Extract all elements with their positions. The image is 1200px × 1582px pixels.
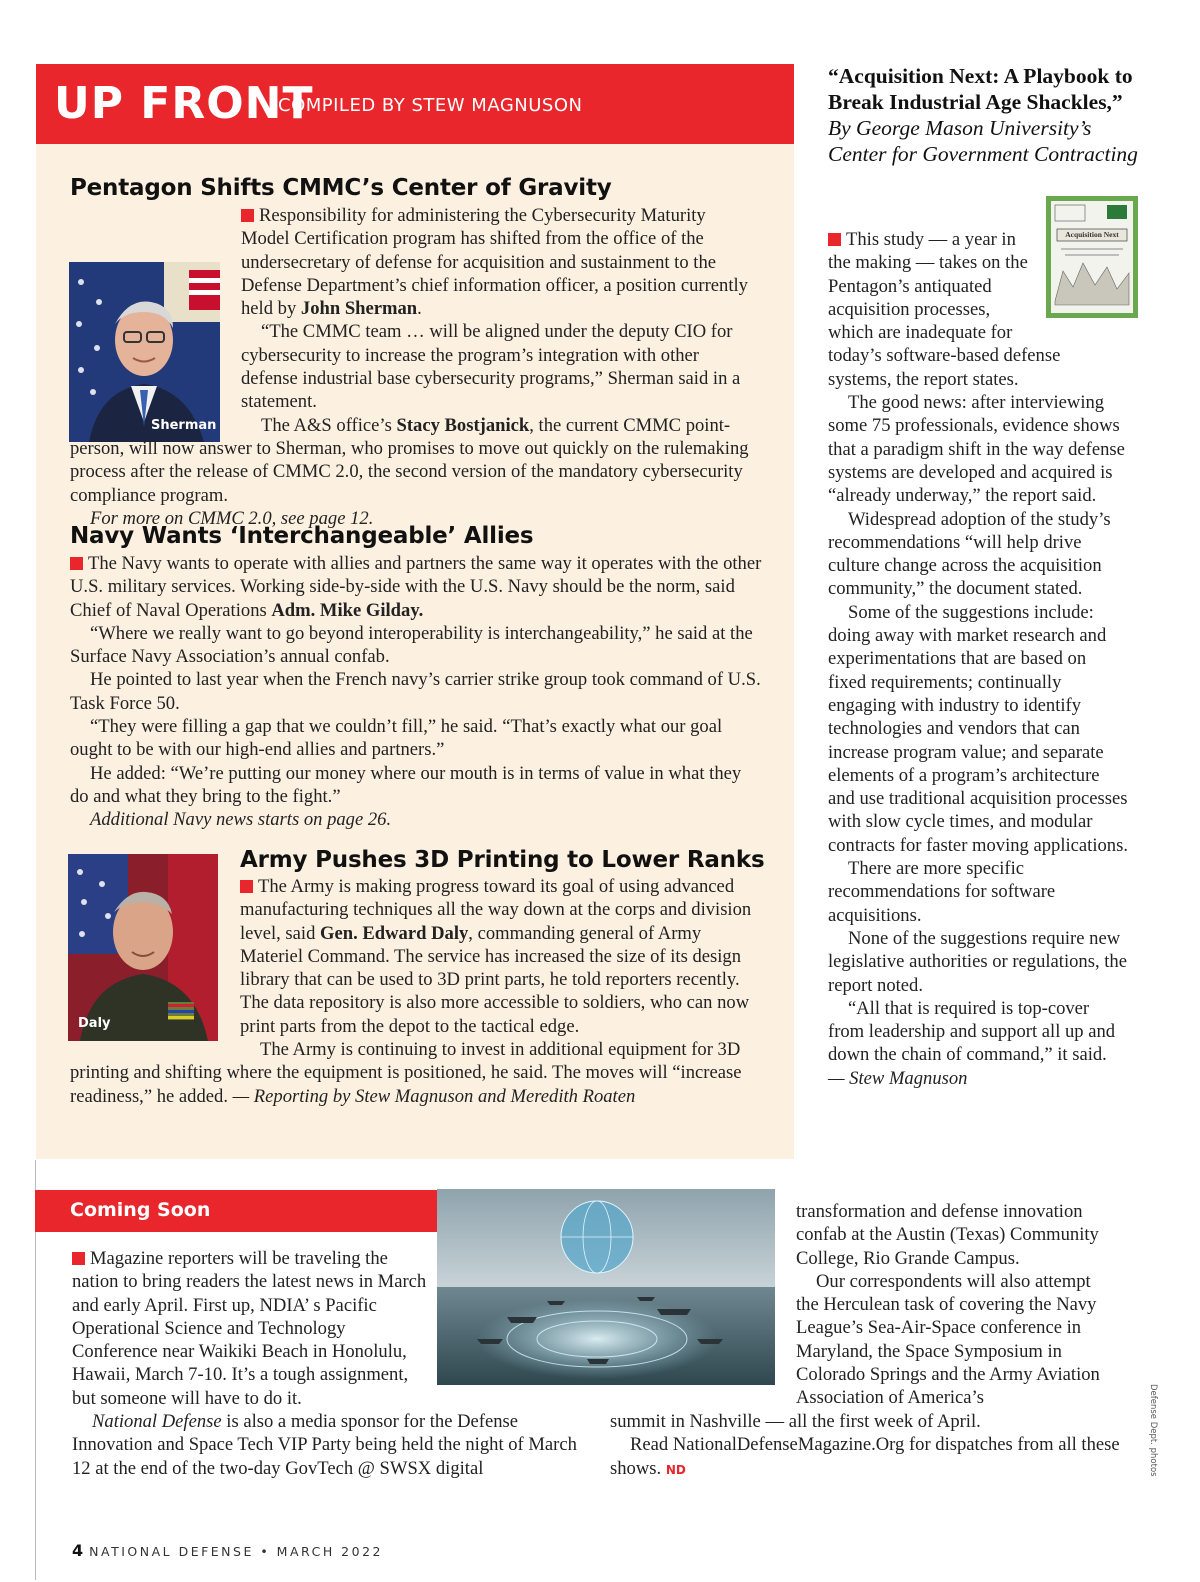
coming-soon-bar	[35, 1190, 437, 1232]
acquisition-p7-credit: — Stew Magnuson	[828, 1067, 968, 1089]
article3-body	[70, 875, 760, 1108]
bullet-square	[70, 557, 83, 570]
report-cover-title: Acquisition Next	[1065, 230, 1119, 239]
article2-body	[70, 552, 762, 832]
article3-p1-b: , commanding general of Army Materiel Command. The service has increased the size of its design library that can be used to 3D print parts, he told reporters recently. The data repository is also more accessible to soldiers, who can now print parts from the depot to the tactical edge.	[240, 922, 750, 1037]
article1-p3-a: The A&S office’s	[261, 414, 397, 436]
coming-soon-p2-cont: transformation and defense innovation confab at the Austin (Texas) Community College, Rio Grande Campus.	[796, 1201, 1099, 1269]
coming-soon-col2-lower	[610, 1410, 1122, 1482]
article1-more: For more on CMMC 2.0, see page 12.	[90, 507, 374, 529]
article3-p2-a: The Army is continuing to invest in additional equipment for 3D printing and shifting where the equipment is positioned, he said. The moves will “increase readiness,” he added.	[70, 1039, 742, 1107]
article1-p2: “The CMMC team … will be aligned under the deputy CIO for cybersecurity to increase the program’s integration with other defense industrial base cybersecurity programs,” Sherman said in a statement.	[241, 321, 741, 413]
article2-p3: He pointed to last year when the French navy’s carrier strike group took command of U.S. Task Force 50.	[70, 669, 761, 714]
coming-soon-col2	[796, 1200, 1118, 1410]
sherman-caption: Sherman	[151, 418, 217, 433]
coming-soon-p1: Magazine reporters will be traveling the nation to bring readers the latest news in March and early April. First up, NDIA’ s Pacific Operational Science and Technology Conference near Waikiki Beach in Honolulu, Hawaii, March 7-10. It’s a tough assignment, but someone will have to do it.	[72, 1248, 427, 1409]
article3-p2-credit: — Reporting by Stew Magnuson and Meredith Roaten	[232, 1085, 636, 1107]
photo-credit	[1146, 1384, 1160, 1477]
acquisition-p5: There are more specific recommendations for software acquisitions.	[828, 858, 1056, 926]
article1-p3-b: , the current CMMC point-person, will now answer to Sherman, who promises to move out quickly on the rulemaking process after the release of CMMC 2.0, the second version of the mandatory cybersecurity compliance program.	[70, 414, 749, 506]
article1-p1-a: Responsibility for administering the Cybersecurity Maturity Model Certification program has shifted from the office of the undersecretary of defense for acquisition and sustainment to the Defense Department’s chief information officer, a position currently held by	[241, 205, 748, 320]
page-number: 4	[72, 1541, 84, 1560]
page-footer	[72, 1541, 383, 1560]
bullet-square	[72, 1252, 85, 1265]
acquisition-p3: Widespread adoption of the study’s recommendations “will help drive culture change across the acquisition community,” the document stated.	[828, 508, 1111, 600]
acquisition-p7-a: “All that is required is top-cover from leadership and support all up and down the chain of command,” it said.	[828, 997, 1116, 1066]
coming-soon-label: Coming Soon	[70, 1199, 211, 1221]
daly-caption: Daly	[78, 1016, 111, 1031]
article3-p1-a: The Army is making progress toward its goal of using advanced manufacturing techniques all the way down at the corps and division level, said	[240, 876, 752, 944]
acquisition-title-block	[828, 63, 1148, 167]
article2-p2: “Where we really want to go beyond interoperability is interchangeability,” he said at the Surface Navy Association’s annual confab.	[70, 622, 753, 668]
article3-p1-name: Gen. Edward Daly	[320, 922, 469, 944]
article1-p3-name: Stacy Bostjanick	[396, 414, 530, 436]
fleet-globe-image	[437, 1189, 775, 1385]
up-front-panel	[36, 64, 794, 1159]
article2-p1-a: The Navy wants to operate with allies and partners the same way it operates with the other U.S. military services. Working side-by-side with the U.S. Navy should be the norm, said Chief of Naval Operations	[70, 553, 762, 621]
compiled-by: COMPILED BY STEW MAGNUSON	[278, 95, 583, 116]
coming-soon-p4: Read NationalDefenseMagazine.Org for dispatches from all these shows.	[610, 1434, 1120, 1479]
section-title: UP FRONT	[54, 78, 314, 129]
article2-p4: “They were filling a gap that we couldn’t fill,” he said. “That’s exactly what our goal ought to be with our high-end allies and partners.”	[70, 716, 723, 761]
article2-p1-name: Adm. Mike Gilday.	[271, 599, 424, 621]
coming-soon-col1	[72, 1247, 432, 1410]
acquisition-p4: Some of the suggestions include: doing away with market research and experimentations that are based on fixed requirements; continually engaging with industry to identify technologies and vendors that can increase program value; and separate elements of a program’s architecture and use traditional acquisition processes with slow cycle times, and modular contracts for faster moving applications.	[828, 601, 1128, 856]
coming-soon-p2-a: is also a media sponsor for the Defense Innovation and Space Tech VIP Party being held the night of March 12 at the end of the two-day GovTech @ SWSX digital	[72, 1411, 577, 1479]
nd-end-mark: ND	[665, 1462, 686, 1477]
article1-body	[70, 204, 758, 530]
coming-soon-p3-b: summit in Nashville — all the first week of April.	[610, 1411, 981, 1432]
article1-p1-b: .	[417, 298, 422, 320]
acquisition-p1: This study — a year in the making — takes on the Pentagon’s antiquated acquisition processes, which are inadequate for today’s software-based defense systems, the report states.	[828, 229, 1061, 390]
acquisition-p6: None of the suggestions require new legislative authorities or regulations, the report noted.	[828, 927, 1127, 996]
acquisition-byline: By George Mason University’s Center for Government Contracting	[828, 116, 1138, 166]
article1-headline: Pentagon Shifts CMMC’s Center of Gravity	[70, 175, 612, 201]
footer-text: NATIONAL DEFENSE • MARCH 2022	[89, 1544, 383, 1559]
coming-soon-p2-italic: National Defense	[92, 1411, 222, 1432]
bullet-square	[828, 233, 841, 246]
article2-more: Additional Navy news starts on page 26.	[90, 809, 392, 831]
coming-soon-p3-a: Our correspondents will also attempt the Herculean task of covering the Navy League’s Sea-Air-Space conference in Maryland, the Space Symposium in Colorado Springs and the Army Aviation Association of America’s	[796, 1270, 1100, 1409]
article1-p1-name: John Sherman	[300, 298, 418, 320]
bullet-square	[241, 209, 254, 222]
acquisition-p2: The good news: after interviewing some 75 professionals, evidence shows that a paradigm shift in the way defense systems are developed and acquired is “already underway,” the report said.	[828, 392, 1125, 507]
bullet-square	[240, 880, 253, 893]
acquisition-body	[828, 228, 1128, 1090]
photo-credit-text: Defense Dept. photos	[1148, 1384, 1158, 1477]
article3-headline: Army Pushes 3D Printing to Lower Ranks	[240, 847, 765, 873]
acquisition-title: “Acquisition Next: A Playbook to Break Industrial Age Shackles,”	[828, 64, 1133, 114]
article2-p5: He added: “We’re putting our money where our mouth is in terms of value in what they do and what they bring to the fight.”	[70, 762, 742, 807]
article2-headline: Navy Wants ‘Interchangeable’ Allies	[70, 523, 534, 549]
fleet-globe-graphic	[437, 1189, 775, 1385]
up-front-header	[36, 64, 794, 144]
coming-soon-col1-lower	[72, 1410, 577, 1480]
